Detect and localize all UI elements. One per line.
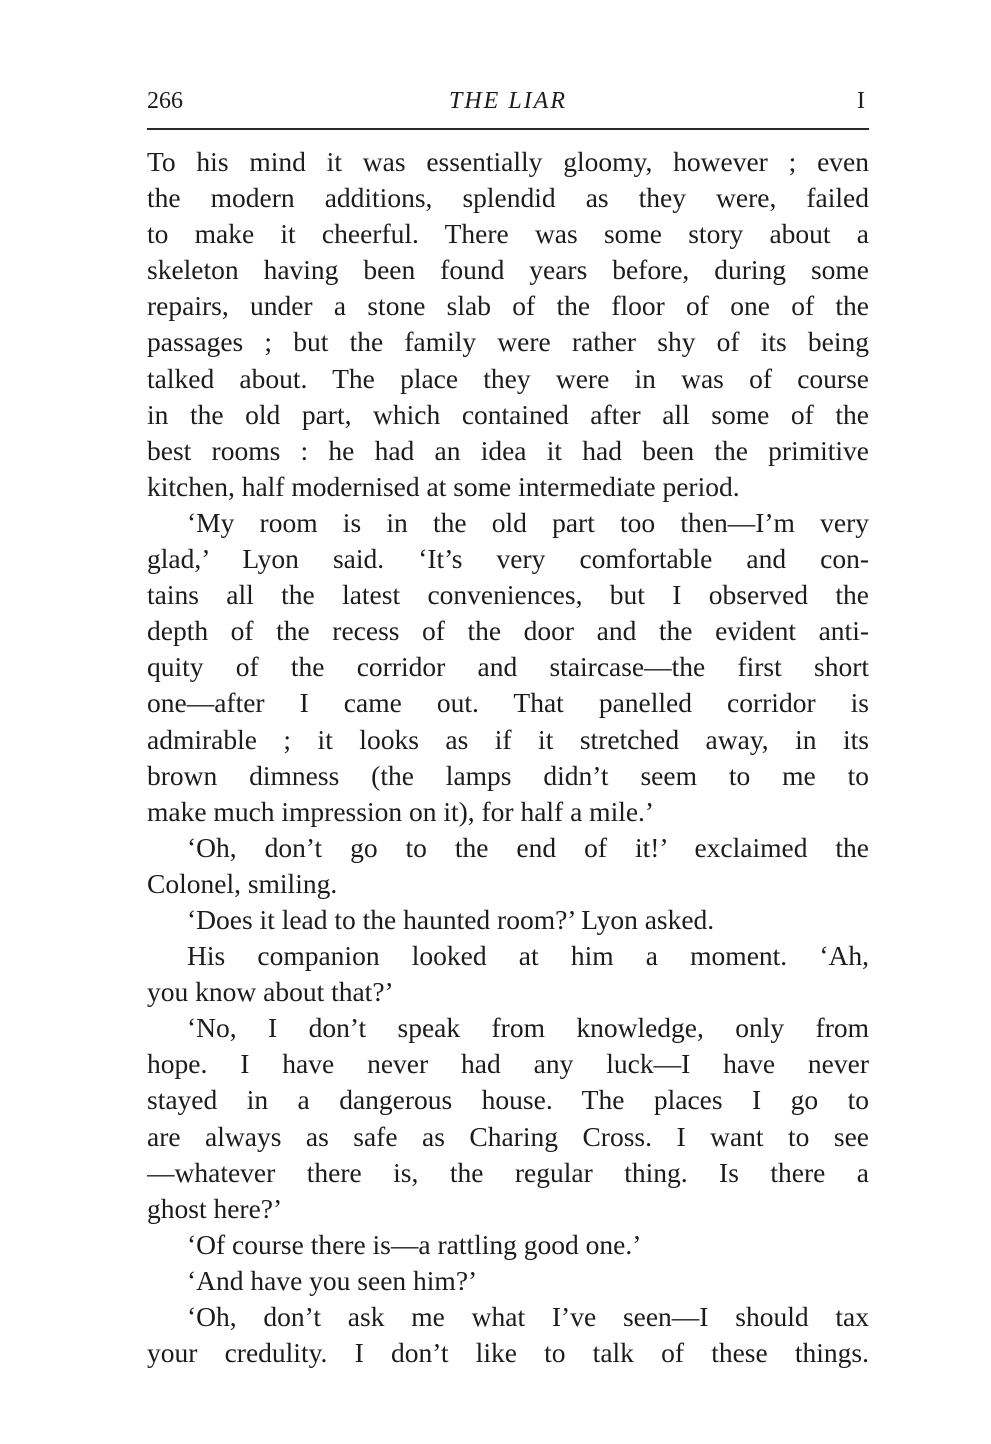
running-header <box>147 86 869 126</box>
signature-mark: I <box>857 88 865 114</box>
text-line: ‘And have you seen him?’ <box>187 1264 478 1296</box>
text-line: one—after I came out. That panelled corridor is <box>147 687 869 719</box>
text-line: brown dimness (the lamps didn’t seem to me to <box>147 759 869 791</box>
text-line: make much impression on it), for half a mile.’ <box>147 795 655 827</box>
text-line: stayed in a dangerous house. The places I go to <box>147 1084 869 1116</box>
text-line: passages ; but the family were rather shy of its being <box>147 326 869 358</box>
text-line: to make it cheerful. There was some story about a <box>147 218 869 250</box>
text-line: tains all the latest conveniences, but I observed the <box>147 579 869 611</box>
running-title: THE LIAR <box>449 88 567 114</box>
text-line: —whatever there is, the regular thing. Is there a <box>147 1156 869 1188</box>
text-line: talked about. The place they were in was of course <box>147 362 869 394</box>
text-line: ghost here?’ <box>147 1192 283 1224</box>
header-rule <box>147 128 869 130</box>
text-line: are always as safe as Charing Cross. I want to see <box>147 1120 869 1152</box>
text-line: skeleton having been found years before, during some <box>147 254 869 286</box>
body-text <box>147 144 869 1371</box>
text-line: ‘Of course there is—a rattling good one.’ <box>187 1228 642 1260</box>
text-line: kitchen, half modernised at some intermediate period. <box>147 470 740 502</box>
text-line: you know about that?’ <box>147 976 394 1008</box>
text-line: ‘No, I don’t speak from knowledge, only from <box>187 1012 869 1044</box>
text-line: To his mind it was essentially gloomy, however ; even <box>147 146 869 177</box>
text-line: best rooms : he had an idea it had been the primitive <box>147 434 869 466</box>
text-line: ‘Does it lead to the haunted room?’ Lyon asked. <box>187 903 715 935</box>
text-line: your credulity. I don’t like to talk of these things. <box>147 1337 869 1369</box>
text-line: His companion looked at him a moment. ‘Ah, <box>187 940 869 972</box>
text-line: glad,’ Lyon said. ‘It’s very comfortable and con- <box>147 543 869 575</box>
text-line: ‘Oh, don’t ask me what I’ve seen—I should tax <box>187 1301 869 1332</box>
text-line: ‘Oh, don’t go to the end of it!’ exclaimed the <box>187 831 869 863</box>
text-line: quity of the corridor and staircase—the first short <box>147 651 869 683</box>
text-line: the modern additions, splendid as they were, failed <box>147 182 869 214</box>
book-page <box>147 86 869 1371</box>
text-line: in the old part, which contained after all some of the <box>147 398 869 430</box>
text-line: admirable ; it looks as if it stretched away, in its <box>147 723 869 755</box>
text-line: depth of the recess of the door and the evident anti- <box>147 615 869 647</box>
text-line: ‘My room is in the old part too then—I’m very <box>187 506 869 538</box>
text-line: hope. I have never had any luck—I have never <box>147 1048 869 1080</box>
page-number: 266 <box>147 88 183 114</box>
text-line: Colonel, smiling. <box>147 867 338 899</box>
text-line: repairs, under a stone slab of the floor of one of the <box>147 290 869 322</box>
